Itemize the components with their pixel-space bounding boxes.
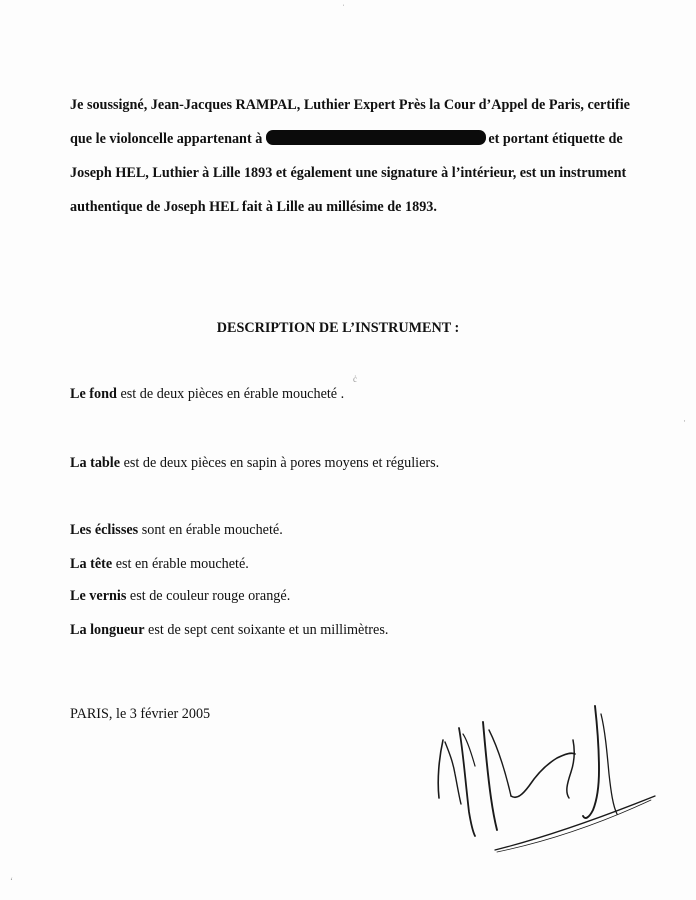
description-term: Le fond — [70, 386, 117, 402]
description-text: est en érable moucheté. — [112, 556, 249, 572]
intro-line: Je soussigné, Jean-Jacques RAMPAL, Luthier Expert Près la Cour d’Appel de Paris, certifie — [70, 97, 630, 113]
description-text: est de deux pièces en érable moucheté . — [116, 386, 345, 402]
description-term: La tête — [70, 556, 113, 572]
description-item-table — [70, 455, 439, 472]
description-text: est de couleur rouge orangé. — [126, 588, 291, 604]
scan-speck: ʻ — [10, 876, 13, 886]
redaction-bar — [266, 130, 486, 145]
intro-line: Joseph HEL, Luthier à Lille 1893 et également une signature à l’intérieur, est un instrument — [70, 165, 627, 181]
description-term: La longueur — [70, 622, 145, 638]
description-heading: DESCRIPTION DE L’INSTRUMENT : — [216, 320, 460, 336]
description-text: sont en érable moucheté. — [138, 522, 283, 538]
intro-line: authentique de Joseph HEL fait à Lille au millésime de 1893. — [70, 199, 437, 215]
description-text: est de sept cent soixante et un millimètres. — [144, 622, 389, 638]
description-item-eclisses — [70, 522, 283, 539]
description-item-fond — [70, 386, 344, 403]
handwritten-signature — [425, 700, 665, 860]
scan-speck: ċ — [353, 374, 357, 384]
description-item-longueur — [70, 622, 388, 639]
description-term: La table — [70, 455, 121, 471]
certification-paragraph — [70, 88, 650, 224]
place-and-date: PARIS, le 3 février 2005 — [70, 706, 211, 722]
intro-text-after-redaction: et portant étiquette de — [488, 131, 623, 147]
description-term: Les éclisses — [70, 522, 139, 538]
description-item-vernis — [70, 588, 290, 605]
scan-speck: ˌ — [342, 0, 345, 6]
description-term: Le vernis — [70, 588, 127, 604]
intro-text-before-redaction: que le violoncelle appartenant à — [70, 131, 263, 147]
description-item-tete — [70, 556, 249, 573]
scan-speck: · — [683, 416, 686, 426]
description-text: est de deux pièces en sapin à pores moyens et réguliers. — [120, 455, 440, 471]
intro-line — [70, 122, 650, 156]
